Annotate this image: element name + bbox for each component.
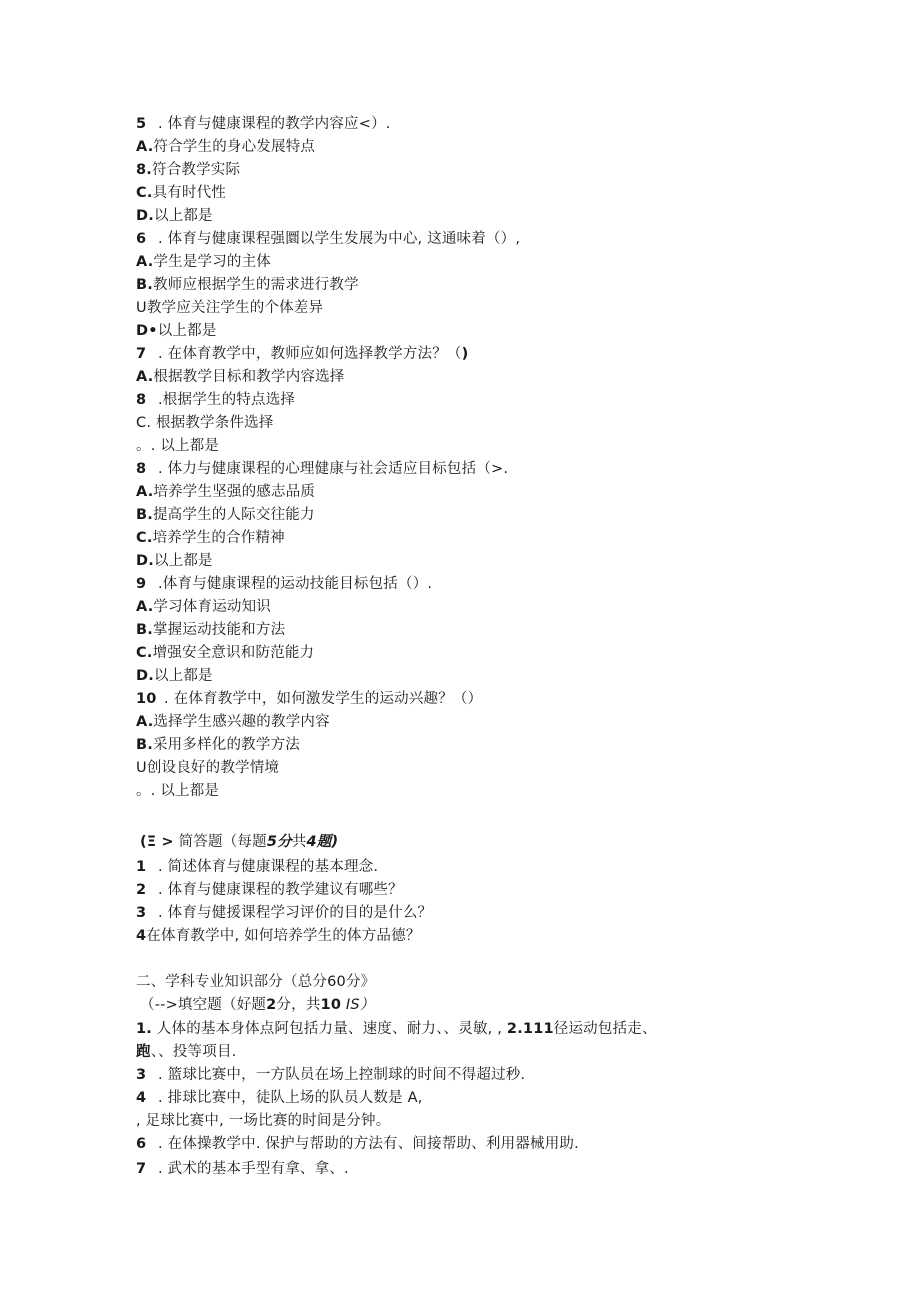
question-number: 8 [136,461,147,477]
option-d: D•以上都是 [136,323,217,339]
option-d: D.以上都是 [136,208,213,224]
fill-question-1-continued: 跑、、投等项目. [136,1044,237,1060]
part-two-title: 二、学科专业知识部分（总分60分》 [136,974,376,990]
question-number: 6 [136,231,147,247]
option-b: B.采用多样化的教学方法 [136,737,300,753]
option-b: 8 .根据学生的特点选择 [136,392,296,408]
question-5 [136,114,391,134]
option-d: 。. 以上都是 [136,783,220,799]
question-8 [136,459,508,479]
question-stem: . 在体育教学中，教师应如何选择教学方法？（ [158,346,462,362]
question-stem: .体育与健康课程的运动技能目标包括（）. [158,576,433,592]
fill-question-5: , 足球比赛中, 一场比赛的时间是分钟。 [136,1113,391,1129]
option-b: 8.符合教学实际 [136,162,241,178]
option-b: B.提高学生的人际交往能力 [136,507,315,523]
option-d: D.以上都是 [136,668,213,684]
option-a: A.学习体育运动知识 [136,599,272,615]
question-stem: . 体力与健康课程的心理健康与社会适应目标包括（>. [158,461,509,477]
question-10 [136,689,482,709]
option-a: A.学生是学习的主体 [136,254,272,270]
question-stem: . 在体育教学中，如何激发学生的运动兴趣？（） [164,691,483,707]
option-b: B.掌握运动技能和方法 [136,622,286,638]
option-a: A.培养学生坚强的感志品质 [136,484,316,500]
fill-question-1: 1. 人体的基本身体点阿包括力量、速度、耐力、、灵敏, , 2.111径运动包括走、 [136,1021,657,1037]
fill-question-3: 3 . 篮球比赛中，一方队员在场上控制球的时间不得超过秒. [136,1067,526,1083]
option-a: A.选择学生感兴趣的教学内容 [136,714,330,730]
question-number: 9 [136,576,147,592]
short-question-1: 1 . 简述体育与健康课程的基本理念. [136,859,379,875]
question-stem: . 体育与健康课程的教学内容应<）. [158,116,391,132]
question-7: 7 . 在体育教学中，教师应如何选择教学方法？（) [136,346,469,362]
fill-question-7: 7 . 武术的基本手型有拿、拿、. [136,1161,349,1177]
option-c: C.培养学生的合作精神 [136,530,285,546]
short-question-3: 3 . 体育与健援课程学习评价的目的是什么？ [136,905,433,921]
option-c: U教学应关注学生的个体差异 [136,300,324,316]
option-c: C.具有时代性 [136,185,227,201]
question-stem: . 体育与健康课程强圜以学生发展为中心, 这通味着（）, [158,231,521,247]
option-a: A.符合学生的身心发展特点 [136,139,316,155]
question-6 [136,229,520,249]
question-number: 10 [136,691,157,707]
option-c: C. 根据教学条件选择 [136,415,274,431]
question-number: 5 [136,116,147,132]
section-heading-fill-blank: （-->填空题（好题2分，共10 IS） [140,997,375,1013]
option-c: U创设良好的教学情境 [136,760,280,776]
short-question-2: 2 . 体育与健康课程的教学建议有哪些？ [136,882,403,898]
option-c: C.增强安全意识和防范能力 [136,645,315,661]
option-d: 。. 以上都是 [136,438,220,454]
option-d: D.以上都是 [136,553,213,569]
short-question-4: 4在体育教学中, 如何培养学生的体方品德？ [136,928,421,944]
question-9 [136,574,432,594]
fill-question-6: 6 . 在体操教学中. 保护与帮助的方法有、间接帮助、利用器械用助. [136,1136,579,1152]
option-b: B.教师应根据学生的需求进行教学 [136,277,359,293]
option-a: A.根据教学目标和教学内容选择 [136,369,345,385]
fill-question-4: 4 . 排球比赛中，徒队上场的队员人数是 A, [136,1090,423,1106]
section-heading-short-answer: (Ξ > 简答题（每题5分共4题) [140,834,339,850]
question-number: 7 [136,346,147,362]
